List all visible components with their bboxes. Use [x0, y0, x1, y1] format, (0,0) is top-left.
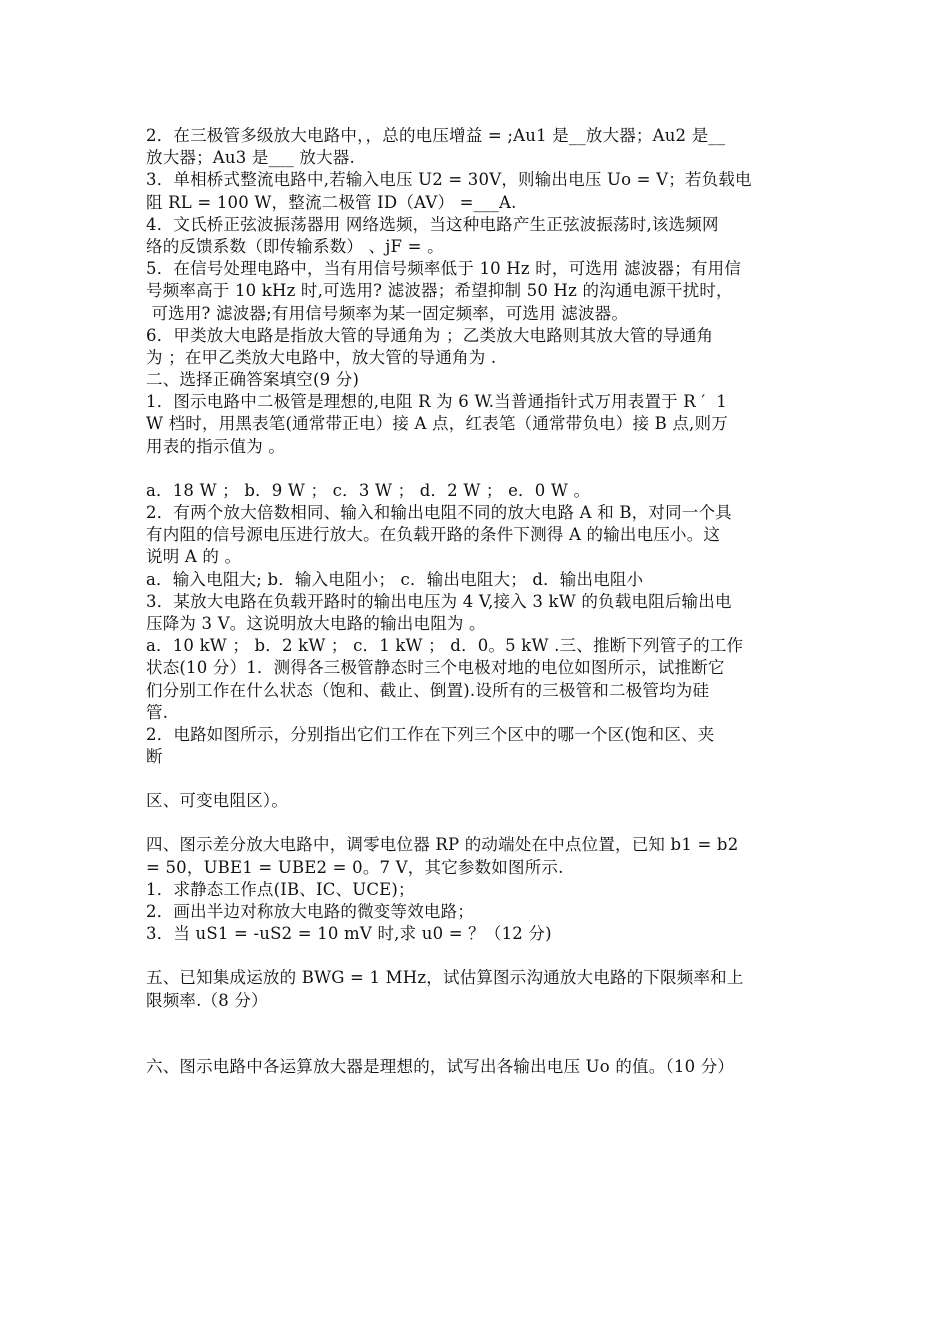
text-line: 6．甲类放大电路是指放大管的导通角为 ；乙类放大电路则其放大管的导通角 [146, 325, 714, 345]
text-line: 可选用? 滤波器;有用信号频率为某一固定频率，可选用 滤波器。 [146, 303, 629, 323]
text-line: 们分别工作在什么状态（饱和、截止、倒置).设所有的三极管和二极管均为硅 [146, 680, 710, 700]
text-line: 压降为 3 V。这说明放大电路的输出电阻为 。 [146, 613, 486, 633]
blank-line [146, 1034, 806, 1056]
text-line: = 50，UBE1 = UBE2 = 0。7 V，其它参数如图所示. [146, 857, 564, 877]
text-line: a．10 kW ； b．2 kW ； c．1 kW ； d．0。5 kW .三、推断下列管子的工作 [146, 636, 744, 656]
text-line: 2．画出半边对称放大电路的微变等效电路； [146, 902, 474, 921]
blank-line [146, 945, 806, 967]
text-line: 为 ；在甲乙类放大电路中，放大管的导通角为 . [146, 347, 497, 367]
blank-line [146, 768, 806, 790]
text-line: 4．文氏桥正弦波振荡器用 网络选频，当这种电路产生正弦波振荡时,该选频网 [146, 214, 719, 234]
text-line: 有内阻的信号源电压进行放大。在负载开路的条件下测得 A 的输出电压小。这 [146, 525, 721, 545]
text-line: a．输入电阻大; b．输入电阻小； c．输出电阻大； d．输出电阻小 [146, 569, 644, 589]
text-line: 3．某放大电路在负载开路时的输出电压为 4 V,接入 3 kW 的负载电阻后输出电 [146, 591, 732, 611]
text-line: 3．单相桥式整流电路中,若输入电压 U2 = 30V，则输出电压 Uo = V；若负载电 [146, 170, 752, 190]
text-line: 断 [146, 747, 163, 767]
text-line: 3．当 uS1 = -uS2 = 10 mV 时,求 u0 = ？（12 分) [146, 924, 552, 944]
text-line: 限频率.（8 分） [146, 990, 268, 1010]
text-line: 管. [146, 702, 169, 722]
section-heading: 六、图示电路中各运算放大器是理想的，试写出各输出电压 Uo 的值。（10 分） [146, 1056, 735, 1076]
section-heading: 二、选择正确答案填空(9 分) [146, 370, 360, 390]
text-line: 状态(10 分）1．测得各三极管静态时三个电极对地的电位如图所示，试推断它 [146, 658, 725, 678]
section-heading: 四、图示差分放大电路中，调零电位器 RP 的动端处在中点位置，已知 b1 = b2 [146, 835, 739, 855]
section-heading: 五、已知集成运放的 BWG = 1 MHz，试估算图示沟通放大电路的下限频率和上 [146, 968, 744, 988]
blank-line [146, 1012, 806, 1034]
text-line: 5．在信号处理电路中，当有用信号频率低于 10 Hz 时，可选用 滤波器；有用信 [146, 259, 742, 279]
document-body [146, 125, 806, 1078]
text-line: 说明 A 的 。 [146, 547, 242, 567]
text-line: 1．求静态工作点(IB、IC、UCE)； [146, 879, 415, 899]
text-line: 2．在三极管多级放大电路中，，总的电压增益 = ;Au1 是__放大器；Au2 是__ [146, 126, 726, 145]
text-line: 2．有两个放大倍数相同、输入和输出电阻不同的放大电路 A 和 B，对同一个具 [146, 503, 732, 522]
text-line: W 档时，用黑表笔(通常带正电）接 A 点，红表笔（通常带负电）接 B 点,则万 [146, 414, 728, 434]
blank-line [146, 458, 806, 480]
text-line: a．18 W ； b．9 W ； c．3 W ； d．2 W ； e．0 W 。 [146, 480, 591, 500]
text-line: 2．电路如图所示，分别指出它们工作在下列三个区中的哪一个区(饱和区、夹 [146, 724, 715, 744]
text-line: 区、可变电阻区）。 [146, 791, 289, 811]
text-line: 用表的指示值为 。 [146, 436, 286, 456]
text-line: 放大器；Au3 是___ 放大器. [146, 148, 355, 168]
text-line: 络的反馈系数（即传输系数） 、jF = 。 [146, 236, 444, 256]
text-line: 阻 RL = 100 W，整流二极管 ID（AV） =___A. [146, 192, 517, 212]
text-line: 号频率高于 10 kHz 时,可选用? 滤波器；希望抑制 50 Hz 的沟通电源干扰时， [146, 281, 733, 301]
blank-line [146, 812, 806, 834]
text-line: 1．图示电路中二极管是理想的,电阻 R 为 6 W.当普通指针式万用表置于 R ′ 1 [146, 392, 727, 412]
